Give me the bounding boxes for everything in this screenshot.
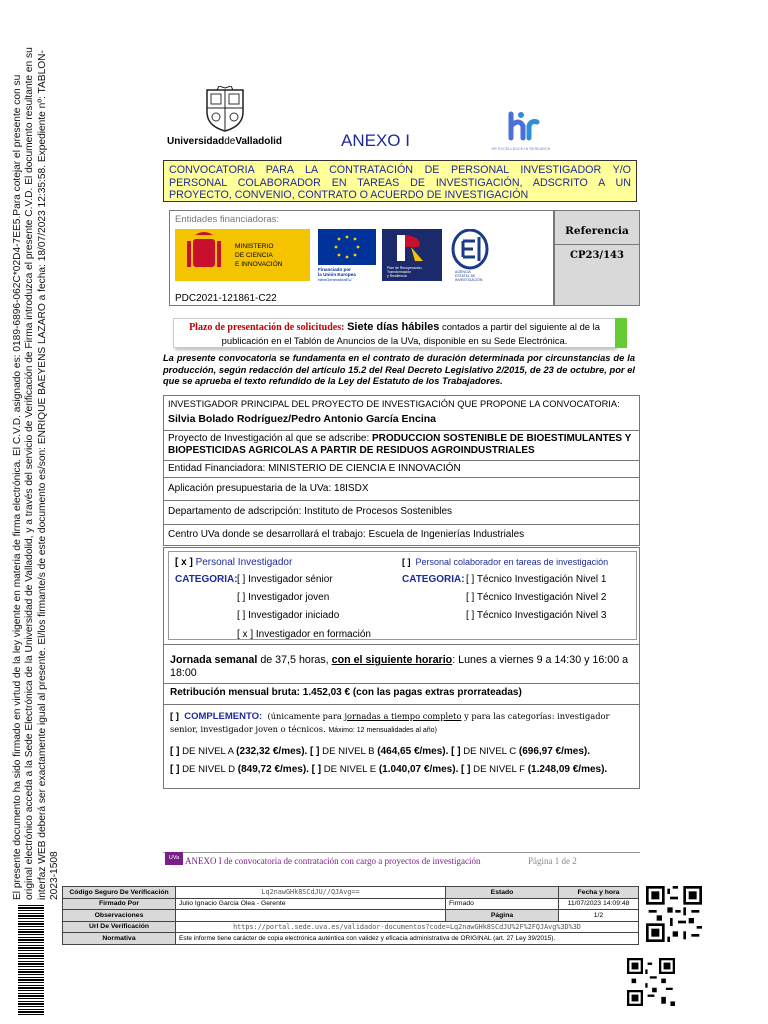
researcher-cat-label (175, 574, 238, 585)
level-check[interactable]: [ ] (310, 746, 320, 757)
footer-line (163, 852, 640, 853)
level-check[interactable]: [ ] (170, 764, 180, 775)
complement-text-1: (únicamente para (267, 711, 342, 721)
collaborator-heading (402, 557, 608, 567)
firmado-label: Firmado Por (63, 898, 176, 910)
deadline-box (173, 318, 615, 348)
researcher-option[interactable]: [ x ] Investigador en formación (237, 629, 371, 640)
deadline-days: Siete días hábiles (347, 321, 440, 333)
annex-title: ANEXO I (341, 131, 410, 150)
uva-name-part1: Universidad (166, 136, 225, 147)
level-amount: (849,72 €/mes). (237, 764, 309, 775)
funding-label: Entidades financiadoras: (175, 214, 280, 225)
csv-label: Código Seguro De Verificación (63, 887, 176, 899)
hr-logo-icon (501, 110, 541, 142)
uva-name-part2: de (224, 136, 236, 147)
pagina-value: 1/2 (559, 910, 639, 922)
qr-code-icon (646, 886, 702, 942)
eu-text-3: NextGenerationEU (318, 277, 352, 281)
deadline-accent-bar (615, 318, 627, 348)
researcher-check[interactable]: [ x ] (175, 557, 193, 568)
eu-logo (318, 229, 376, 265)
verification-table (62, 886, 639, 945)
funding-code: PDC2021-121861-C22 (175, 293, 277, 304)
footer-text: ANEXO I de convocatoria de contratación con cargo a proyectos de investigación (185, 856, 481, 866)
levels-row-1 (170, 743, 640, 761)
barcode (18, 905, 44, 1015)
call-title: CONVOCATORIA PARA LA CONTRATACIÓN DE PERSONAL INVESTIGADOR Y/O PERSONAL COLABORADOR EN TAREAS DE INVESTIGACIÓN, ADSCRITO A UN PROYECTO, CONVENIO, CONTRATO O ACUERDO DE INVESTIGACIÓN (163, 160, 637, 202)
ministry-line2: DE CIENCIA (235, 252, 273, 259)
level-name: DE NIVEL C (463, 746, 517, 757)
level-amount: (1.248,09 €/mes). (527, 764, 608, 775)
complement-small: Máximo: 12 mensualidades al año) (328, 727, 437, 734)
entity-row: Entidad Financiadora: MINISTERIO DE CIENCIA E INNOVACIÓN (164, 461, 639, 478)
schedule-times: : Lunes a viernes 9 a 14:30 y 16:00 a 18:00 (170, 654, 629, 679)
researcher-title: Personal Investigador (195, 557, 293, 568)
complement-text-underlined: jornadas a tiempo completo (344, 711, 462, 721)
footer-page-number: Página 1 de 2 (528, 856, 577, 866)
svg-text:Transformación: Transformación (387, 270, 412, 274)
level-name: DE NIVEL D (182, 764, 236, 775)
complement-label: COMPLEMENTO: (184, 711, 263, 722)
complement-section (170, 710, 636, 737)
pi-label: INVESTIGADOR PRINCIPAL DEL PROYECTO DE INVESTIGACIÓN QUE PROPONE LA CONVOCATORIA: (168, 399, 620, 409)
schedule-label: Jornada semanal (170, 654, 258, 666)
schedule-underlined: con el siguiente horario (331, 654, 453, 666)
collaborator-option[interactable]: [ ] Técnico Investigación Nivel 1 (466, 574, 607, 585)
level-amount: (1.040,07 €/mes). (378, 764, 459, 775)
work-schedule (170, 654, 636, 680)
category-inner (168, 551, 637, 640)
deadline-rest-2: publicación en el Tablón de Anuncios de la UVa, disponible en su Sede Electrónica. (221, 334, 568, 346)
firmado-value: Julio Ignacio Garcia Olea - Gerente (176, 898, 446, 910)
level-check[interactable]: [ ] (170, 746, 180, 757)
pi-names: Silvia Bolado Rodríguez/Pedro Antonio García Encina (168, 413, 436, 426)
divider (164, 683, 639, 684)
svg-text:ESTATAL DE: ESTATAL DE (455, 274, 476, 278)
uva-logo (162, 86, 287, 152)
collaborator-option[interactable]: [ ] Técnico Investigación Nivel 2 (466, 592, 607, 603)
csv-value: Lq2nawGHk8SCdJU//QJAvg== (176, 887, 446, 899)
side-legal-text-content: El presente documento ha sido firmado en virtud de la ley vigente en materia de firma electrónica. El C.V.D. asignado es: 0189-6896-062C*02D4-7EE5.Para cotejar el presente con su original electrónico acceda a la Sede Electrónica de la Universidad de Valladolid, y a través del servicio de Verificación de Firma introduzca el presente C.V.D. El documento resultante en su interfaz WEB deberá ser exactamente igual al presente. El/los firmante/s de este documento es/son: ENRIQUE BAEYENS LAZARO a fecha: 18/07/2023 12:35:58. Expediente nº: TABLON-2023-1508 (12, 47, 60, 900)
reference-code: CP23/143 (570, 250, 624, 261)
collaborator-cat-text: CATEGORIA: (402, 574, 465, 585)
fecha-value: 11/07/2023 14:09:48 (559, 898, 639, 910)
levels-row-2 (170, 761, 640, 779)
svg-text:y Resiliencia: y Resiliencia (387, 274, 407, 278)
project-title: PRODUCCION SOSTENIBLE DE BIOESTIMULANTES Y BIOPESTICIDAS AGRICOLAS A PARTIR DE RESIDUOS AGROINDUSTRIALES (168, 432, 632, 457)
legal-basis: La presente convocatoria se fundamenta en el contrato de duración determinada por circunstancias de la producción, según redacción del artículo 15.2 del Real Decreto Legislativo 2/2015, de 23 de octubre, por el que se aprueba el texto refundido de la Ley del Estatuto de los Trabajadores. (163, 353, 635, 387)
obs-value (176, 910, 446, 922)
footer-uva-badge: UVa (165, 852, 183, 865)
hr-subtitle: HR EXCELLENCE IN RESEARCH (491, 147, 551, 151)
level-name: DE NIVEL B (322, 746, 375, 757)
researcher-cat-text: CATEGORIA: (175, 574, 238, 585)
collaborator-check[interactable]: [ ] (402, 557, 411, 567)
level-amount: (696,97 €/mes). (518, 746, 591, 757)
fecha-label: Fecha y hora (559, 887, 639, 899)
pagina-label: Página (446, 910, 559, 922)
ministry-line3: E INNOVACIÓN (235, 261, 283, 268)
svg-text:Plan de Recuperación,: Plan de Recuperación, (387, 266, 423, 270)
norm-label: Normativa (63, 933, 176, 945)
budget-row: Aplicación presupuestaria de la UVa: 18ISDX (164, 478, 639, 501)
complement-check[interactable]: [ ] (170, 711, 179, 722)
deadline-label: Plazo de presentación de solicitudes: (189, 322, 345, 333)
department-row: Departamento de adscripción: Instituto de Procesos Sostenibles (164, 501, 639, 524)
level-amount: (232,32 €/mes). (236, 746, 308, 757)
uva-name-part3: Valladolid (235, 136, 283, 147)
divider (164, 644, 639, 645)
hr-excellence-logo (476, 110, 566, 154)
deadline-rest-1: contados a partir del siguiente al de la (442, 321, 600, 332)
estado-label: Estado (446, 887, 559, 899)
uva-name (162, 136, 287, 147)
obs-label: Observaciones (63, 910, 176, 922)
researcher-option[interactable]: [ ] Investigador sénior (237, 574, 333, 585)
collaborator-cat-label (402, 574, 465, 585)
eu-text-2: la Unión Europea (318, 272, 356, 277)
url-value[interactable]: https://portal.sede.uva.es/validador-documentos?code=Lq2nawGHk8SCdJU%2F%2FQJAvg%3D%3D (176, 921, 639, 933)
level-check[interactable]: [ ] (461, 764, 471, 775)
level-amount: (464,65 €/mes). (377, 746, 449, 757)
complement-text-2: y para las categorías: investigador senior, investigador joven o técnicos. (170, 711, 610, 734)
reference-title: Referencia (555, 225, 639, 245)
norm-value: Este informe tiene carácter de copia electrónica auténtica con validez y eficacia administrativa de ORIGINAL (art. 27 Ley 39/2015). (176, 933, 639, 945)
level-name: DE NIVEL E (323, 764, 377, 775)
collaborator-option[interactable]: [ ] Técnico Investigación Nivel 3 (466, 610, 607, 621)
eu-text-1: Financiado por (318, 267, 351, 272)
svg-text:AGENCIA: AGENCIA (455, 270, 471, 274)
level-check[interactable]: [ ] (311, 764, 322, 775)
level-check[interactable]: [ ] (451, 746, 461, 757)
svg-text:INVESTIGACIÓN: INVESTIGACIÓN (455, 278, 483, 281)
qr-code-small-icon (627, 958, 675, 1006)
divider (164, 704, 639, 705)
level-name: DE NIVEL F (473, 764, 526, 775)
project-info-table (163, 395, 640, 546)
prtr-logo (382, 229, 442, 281)
pi-row (164, 396, 639, 431)
project-label: Proyecto de Investigación al que se adscribe: (168, 432, 370, 444)
funding-box (169, 210, 554, 306)
schedule-hours: de 37,5 horas, (260, 654, 329, 666)
category-box (163, 547, 640, 789)
url-label: Url De Verificación (63, 921, 176, 933)
estado-value: Firmado (446, 898, 559, 910)
monthly-salary: Retribución mensual bruta: 1.452,03 € (con las pagas extras prorrateadas) (170, 687, 522, 698)
ministry-line1: MINISTERIO (235, 243, 274, 250)
agencia-estatal-logo (453, 230, 487, 281)
level-name: DE NIVEL A (182, 746, 234, 757)
complement-levels (170, 743, 640, 779)
project-row (164, 431, 639, 461)
researcher-heading (175, 557, 292, 568)
researcher-option[interactable]: [ ] Investigador joven (237, 592, 330, 603)
collaborator-title: Personal colaborador en tareas de investigación (415, 557, 609, 567)
center-row: Centro UVa donde se desarrollará el trabajo: Escuela de Ingenierías Industriales (168, 528, 525, 540)
side-legal-text (12, 40, 64, 900)
reference-box (554, 210, 640, 306)
researcher-option[interactable]: [ ] Investigador iniciado (237, 610, 340, 621)
uva-crest-icon (199, 86, 251, 132)
